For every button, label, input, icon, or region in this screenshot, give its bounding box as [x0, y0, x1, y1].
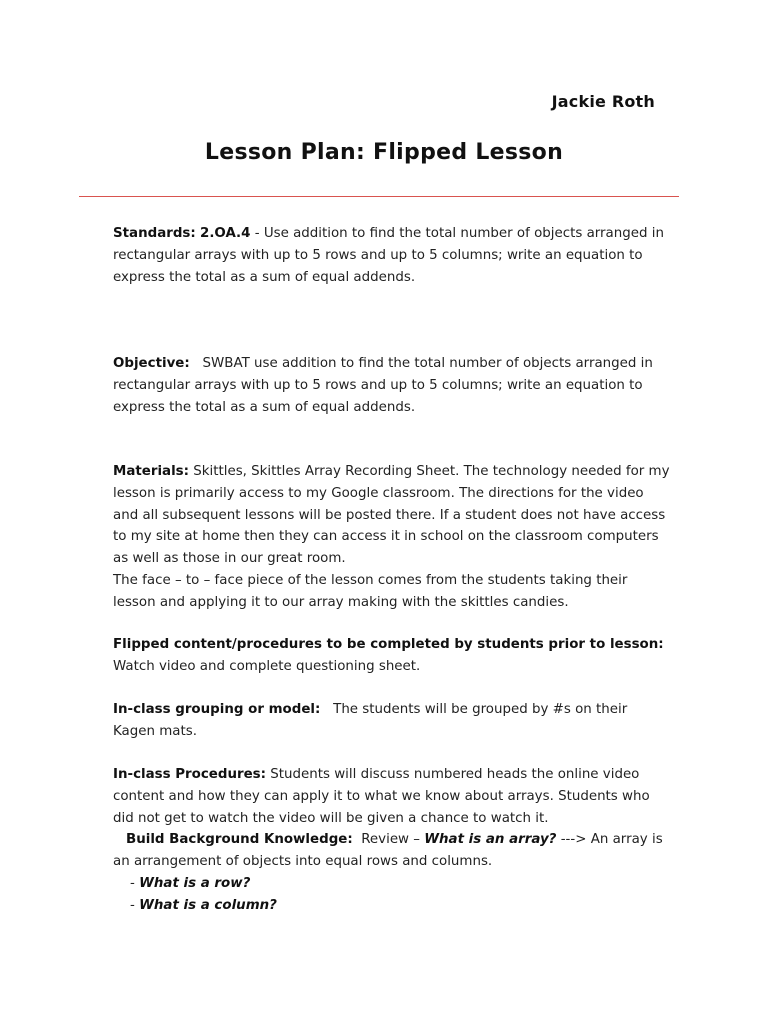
materials-text: Skittles, Skittles Array Recording Sheet. The technology needed for my lesson is primarily access to my Google classroom. The directions for the video and all subsequent lessons will be posted there. If a student does not have access to my site at home then they can access it in school on the classroom computers as well as those in our great room.: [113, 464, 670, 567]
grouping-section: [113, 699, 673, 743]
background-knowledge-label: Build Background Knowledge:: [126, 832, 353, 848]
row-dash: -: [130, 875, 135, 891]
grouping-label: In-class grouping or model:: [113, 702, 321, 717]
objective-text: SWBAT use addition to find the total number of objects arranged in rectangular arrays with up to 5 rows and up to 5 columns; write an equation to express the total as a sum of equal addends.: [113, 356, 653, 415]
review-label: Review –: [361, 832, 420, 848]
question-row: What is a row?: [139, 875, 251, 891]
standards-text: - Use addition to find the total number of objects arranged in rectangular arrays with up to 5 rows and up to 5 columns; write an equation to express the total as a sum of equal addends.: [113, 226, 664, 285]
question-column: What is a column?: [139, 897, 277, 913]
grouping-text: The students will be grouped by #s on their Kagen mats.: [113, 702, 628, 739]
objective-section: [113, 353, 673, 418]
flipped-section: [113, 634, 673, 678]
procedures-text: Students will discuss numbered heads the online video content and how they can apply it to what we know about arrays. Students who did not get to watch the video will be given a chance to watch it.: [113, 767, 650, 826]
author-name: Jackie Roth: [551, 92, 655, 111]
answer-array: ---> An array is an arrangement of objects into equal rows and columns.: [113, 832, 663, 870]
column-dash: -: [130, 897, 135, 913]
procedures-section: [113, 764, 673, 917]
objective-label: Objective:: [113, 356, 190, 371]
materials-section: [113, 461, 673, 614]
flipped-label: Flipped content/procedures to be completed by students prior to lesson:: [113, 637, 664, 652]
row-question-line: [113, 876, 250, 891]
materials-label: Materials:: [113, 464, 189, 479]
question-array: What is an array?: [424, 832, 557, 848]
background-knowledge-line: [113, 832, 556, 847]
title-divider: [79, 196, 679, 197]
page-title: Lesson Plan: Flipped Lesson: [204, 140, 564, 165]
procedures-label: In-class Procedures:: [113, 767, 267, 782]
standards-label: Standards:: [113, 226, 196, 241]
standards-code: 2.OA.4: [200, 226, 251, 241]
materials-text-2: The face – to – face piece of the lesson comes from the students taking their lesson and applying it to our array making with the skittles candies.: [113, 572, 628, 610]
standards-section: [113, 223, 673, 288]
flipped-text: Watch video and complete questioning sheet.: [113, 658, 421, 674]
column-question-line: [113, 898, 277, 913]
